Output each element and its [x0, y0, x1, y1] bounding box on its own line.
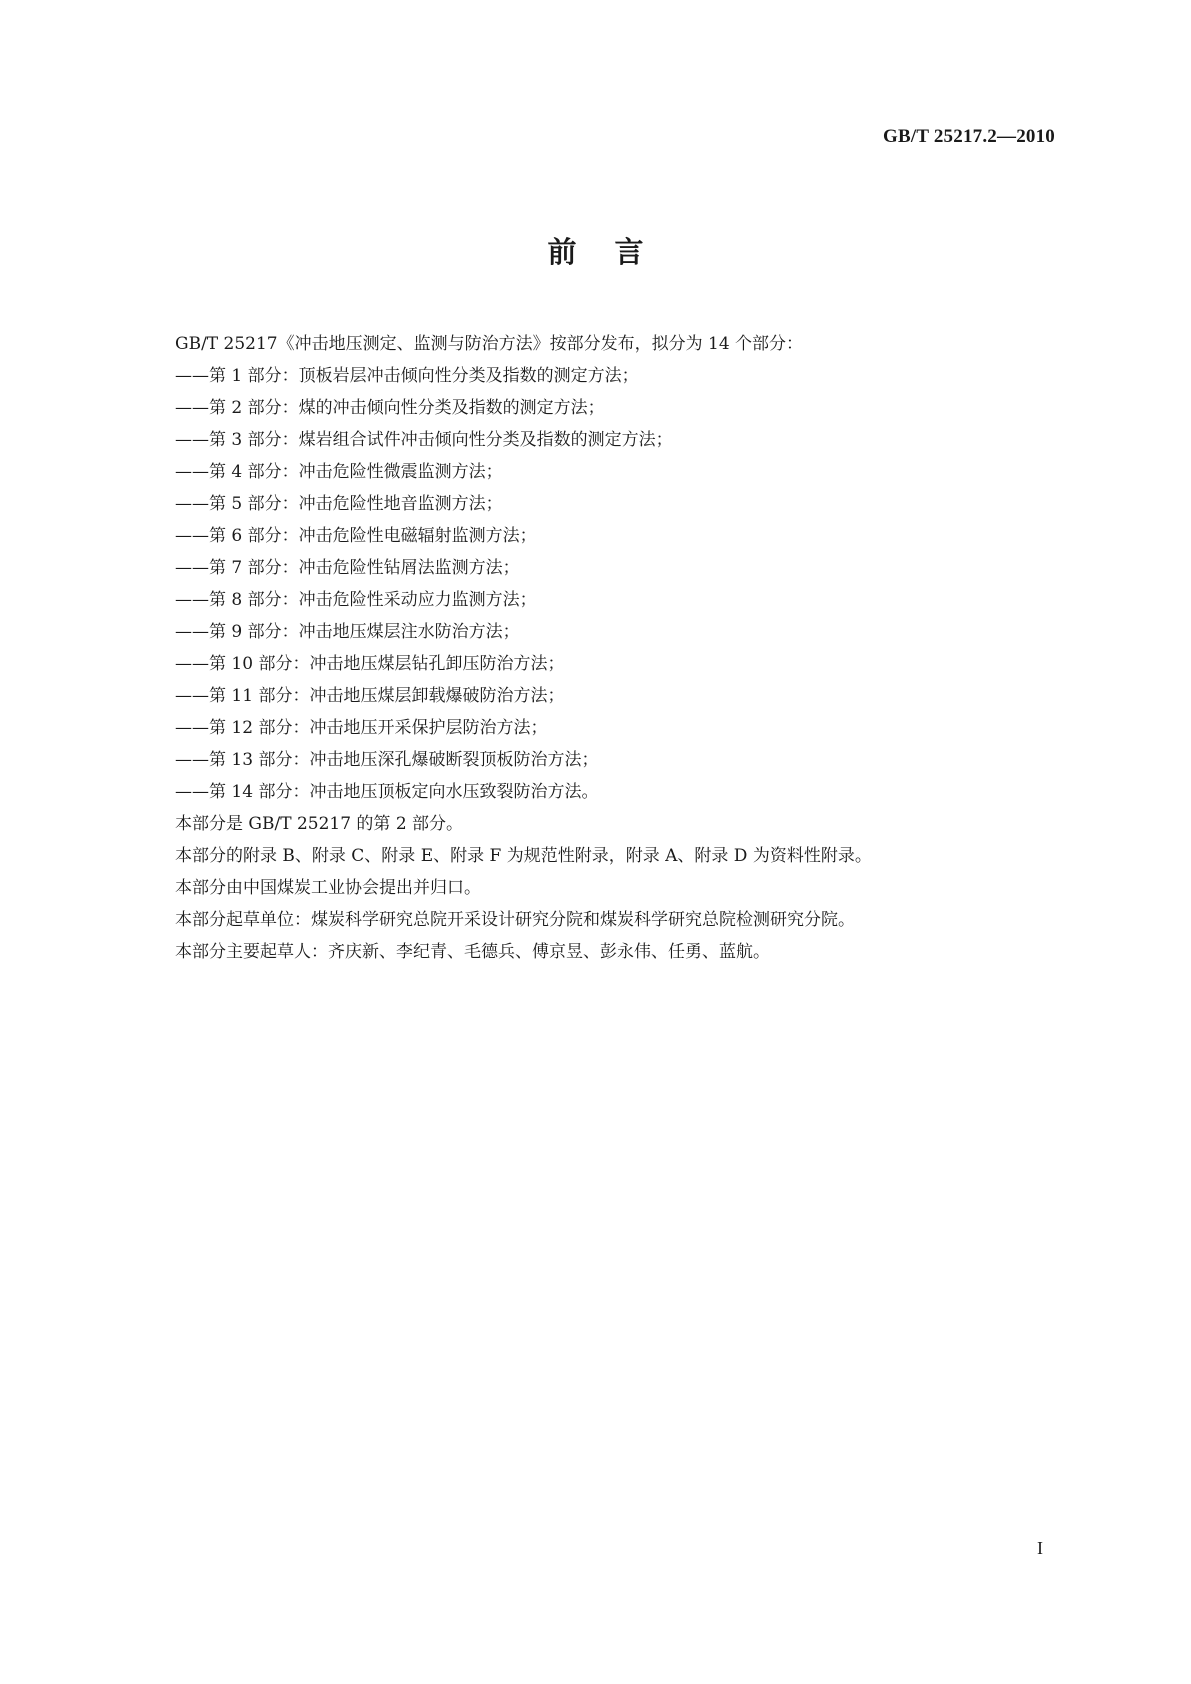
page-number: I	[1037, 1538, 1043, 1558]
part-item: ——第 13 部分：冲击地压深孔爆破断裂顶板防治方法；	[175, 750, 599, 770]
part-item: ——第 9 部分：冲击地压煤层注水防治方法；	[175, 622, 520, 642]
statement-paragraph: 本部分由中国煤炭工业协会提出并归口。	[175, 878, 481, 898]
part-item: ——第 1 部分：顶板岩层冲击倾向性分类及指数的测定方法；	[175, 366, 639, 386]
part-item: ——第 14 部分：冲击地压顶板定向水压致裂防治方法。	[175, 782, 599, 802]
part-item: ——第 2 部分：煤的冲击倾向性分类及指数的测定方法；	[175, 398, 605, 418]
standard-code: GB/T 25217.2—2010	[883, 126, 1055, 147]
statement-paragraph: 本部分的附录 B、附录 C、附录 E、附录 F 为规范性附录，附录 A、附录 D 为资料性附录。	[175, 846, 872, 866]
part-item: ——第 5 部分：冲击危险性地音监测方法；	[175, 494, 503, 514]
statement-paragraph: 本部分主要起草人：齐庆新、李纪青、毛德兵、傅京昱、彭永伟、任勇、蓝航。	[175, 942, 770, 962]
foreword-body	[175, 328, 1055, 968]
part-item: ——第 6 部分：冲击危险性电磁辐射监测方法；	[175, 526, 537, 546]
page-title: 前言	[547, 235, 682, 269]
statement-paragraph: 本部分是 GB/T 25217 的第 2 部分。	[175, 814, 464, 834]
part-item: ——第 11 部分：冲击地压煤层卸载爆破防治方法；	[175, 686, 565, 706]
statement-paragraph: 本部分起草单位：煤炭科学研究总院开采设计研究分院和煤炭科学研究总院检测研究分院。	[175, 910, 855, 930]
intro-paragraph: GB/T 25217《冲击地压测定、监测与防治方法》按部分发布，拟分为 14 个部分：	[175, 334, 804, 354]
part-item: ——第 8 部分：冲击危险性采动应力监测方法；	[175, 590, 537, 610]
part-item: ——第 4 部分：冲击危险性微震监测方法；	[175, 462, 503, 482]
part-item: ——第 7 部分：冲击危险性钻屑法监测方法；	[175, 558, 520, 578]
part-item: ——第 3 部分：煤岩组合试件冲击倾向性分类及指数的测定方法；	[175, 430, 673, 450]
part-item: ——第 12 部分：冲击地压开采保护层防治方法；	[175, 718, 548, 738]
part-item: ——第 10 部分：冲击地压煤层钻孔卸压防治方法；	[175, 654, 565, 674]
